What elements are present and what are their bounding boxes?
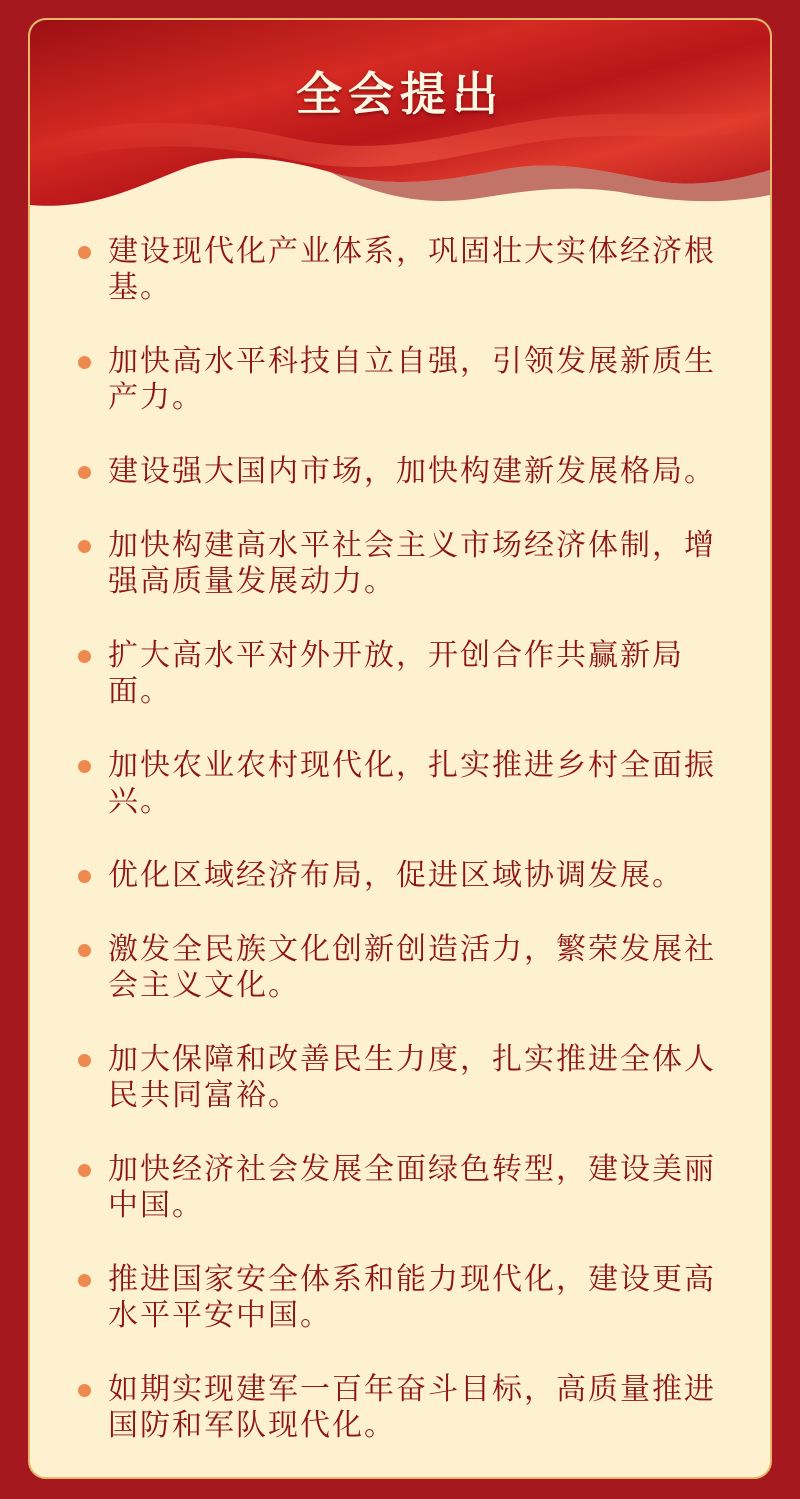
list-item <box>78 1262 738 1334</box>
list-item-text: 扩大高水平对外开放，开创合作共赢新局面。 <box>108 638 684 709</box>
list-item-text: 建设强大国内市场，加快构建新发展格局。 <box>108 454 716 489</box>
list-item <box>78 1152 738 1224</box>
list-item-text: 推进国家安全体系和能力现代化，建设更高水平平安中国。 <box>108 1262 716 1333</box>
list-item-text: 加快农业农村现代化，扎实推进乡村全面振兴。 <box>108 748 716 819</box>
list-item <box>78 454 738 490</box>
list-item <box>78 638 738 710</box>
list-item-text: 加大保障和改善民生力度，扎实推进全体人民共同富裕。 <box>108 1042 716 1113</box>
bullet-dot-icon <box>78 1274 91 1287</box>
list-item <box>78 858 738 894</box>
bullet-dot-icon <box>78 650 91 663</box>
list-item <box>78 932 738 1004</box>
points-list <box>78 234 738 1479</box>
bullet-dot-icon <box>78 1054 91 1067</box>
bullet-dot-icon <box>78 944 91 957</box>
bullet-dot-icon <box>78 870 91 883</box>
bullet-dot-icon <box>78 466 91 479</box>
list-item-text: 优化区域经济布局，促进区域协调发展。 <box>108 858 684 893</box>
list-item-text: 如期实现建军一百年奋斗目标，高质量推进国防和军队现代化。 <box>108 1372 716 1443</box>
list-item-text: 加快构建高水平社会主义市场经济体制，增强高质量发展动力。 <box>108 528 716 599</box>
list-item <box>78 1042 738 1114</box>
list-item <box>78 528 738 600</box>
list-item-text: 加快经济社会发展全面绿色转型，建设美丽中国。 <box>108 1152 716 1223</box>
list-item <box>78 234 738 306</box>
page-title: 全会提出 <box>296 67 504 121</box>
list-item-text: 加快高水平科技自立自强，引领发展新质生产力。 <box>108 344 716 415</box>
list-item <box>78 1372 738 1444</box>
flag-graphic <box>30 20 770 230</box>
list-item-text: 激发全民族文化创新创造活力，繁荣发展社会主义文化。 <box>108 932 716 1003</box>
bullet-dot-icon <box>78 760 91 773</box>
bullet-dot-icon <box>78 1384 91 1397</box>
bullet-dot-icon <box>78 540 91 553</box>
list-item-text: 建设现代化产业体系，巩固壮大实体经济根基。 <box>108 234 716 305</box>
list-item <box>78 748 738 820</box>
bullet-dot-icon <box>78 1164 91 1177</box>
bullet-dot-icon <box>78 356 91 369</box>
list-item <box>78 344 738 416</box>
bullet-dot-icon <box>78 246 91 259</box>
content-panel <box>28 18 772 1479</box>
red-flag-banner <box>30 20 770 230</box>
